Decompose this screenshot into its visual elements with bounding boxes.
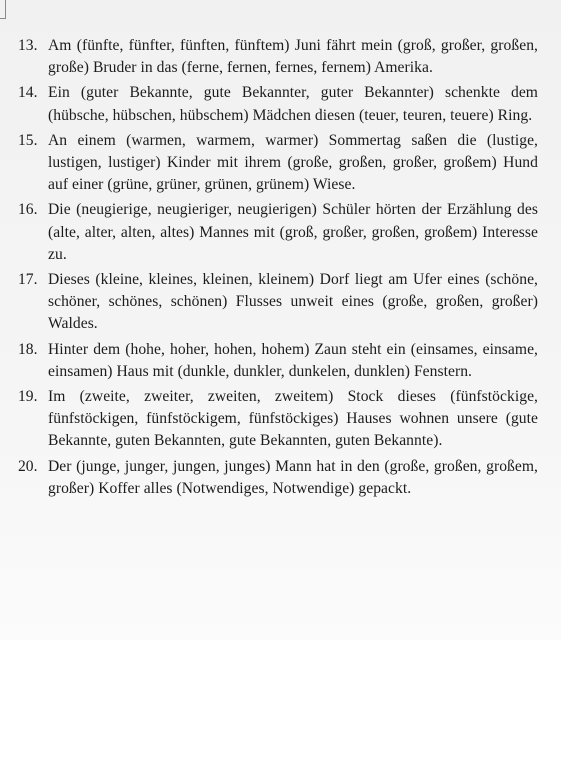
- exercise-number: 18.: [18, 340, 38, 358]
- exercise-text: An einem (warmen, warmem, warmer) Sommertag saßen die (lustige, lustigen, lustiger) Kinder mit ihrem (große, großen, großer, großem) Hund auf einer (grüne, grüner, grünen, grünem) Wiese.: [48, 131, 538, 194]
- exercise-number: 17.: [18, 271, 38, 289]
- exercise-text: Am (fünfte, fünfter, fünften, fünftem) Juni fährt mein (groß, großer, großen, große) Bruder in das (ferne, fernen, fernes, fernem) Amerika.: [48, 37, 538, 77]
- exercise-item-14: [18, 82, 538, 126]
- exercise-item-15: [18, 130, 538, 197]
- exercise-item-17: [18, 269, 538, 336]
- exercise-text: Die (neugierige, neugieriger, neugierigen) Schüler hörten der Erzählung des (alte, alter, alten, altes) Mannes mit (groß, großer, großen, großem) Interesse zu.: [48, 201, 538, 263]
- exercise-number: 19.: [18, 388, 38, 406]
- exercise-item-13: [18, 35, 538, 79]
- exercise-number: 20.: [18, 457, 38, 475]
- exercise-item-20: [18, 456, 538, 500]
- exercise-item-19: [18, 386, 538, 453]
- exercise-number: 16.: [18, 201, 38, 219]
- exercise-text: Ein (guter Bekannte, gute Bekannter, guter Bekannter) schenkte dem (hübsche, hübschen, hübschem) Mädchen diesen (teuer, teuren, teuere) Ring.: [48, 84, 538, 124]
- exercise-item-18: [18, 339, 538, 383]
- exercise-text: Hinter dem (hohe, hoher, hohen, hohem) Zaun steht ein (einsames, einsame, einsamen) Haus mit (dunkle, dunkler, dunkelen, dunklen) Fenstern.: [48, 340, 538, 380]
- exercise-number: 14.: [18, 84, 38, 102]
- exercise-item-16: [18, 199, 538, 266]
- exercise-text: Der (junge, junger, jungen, junges) Mann hat in den (große, großen, großem, großer) Koffer alles (Notwendiges, Notwendige) gepackt.: [48, 457, 538, 497]
- exercise-text: Im (zweite, zweiter, zweiten, zweitem) Stock dieses (fünfstöckige, fünfstöckigen, fünfstöckigem, fünfstöckiges) Hauses wohnen unsere (gute Bekannte, guten Bekannten, gute Bekannten, guten Bekannte).: [48, 388, 538, 450]
- exercise-list: [18, 35, 538, 503]
- corner-crop-mark: [0, 0, 6, 19]
- exercise-text: Dieses (kleine, kleines, kleinen, kleinem) Dorf liegt am Ufer eines (schöne, schöner, schönes, schönen) Flusses unweit eines (große, großen, großer) Waldes.: [48, 271, 538, 333]
- exercise-number: 15.: [18, 131, 38, 149]
- exercise-number: 13.: [18, 37, 38, 54]
